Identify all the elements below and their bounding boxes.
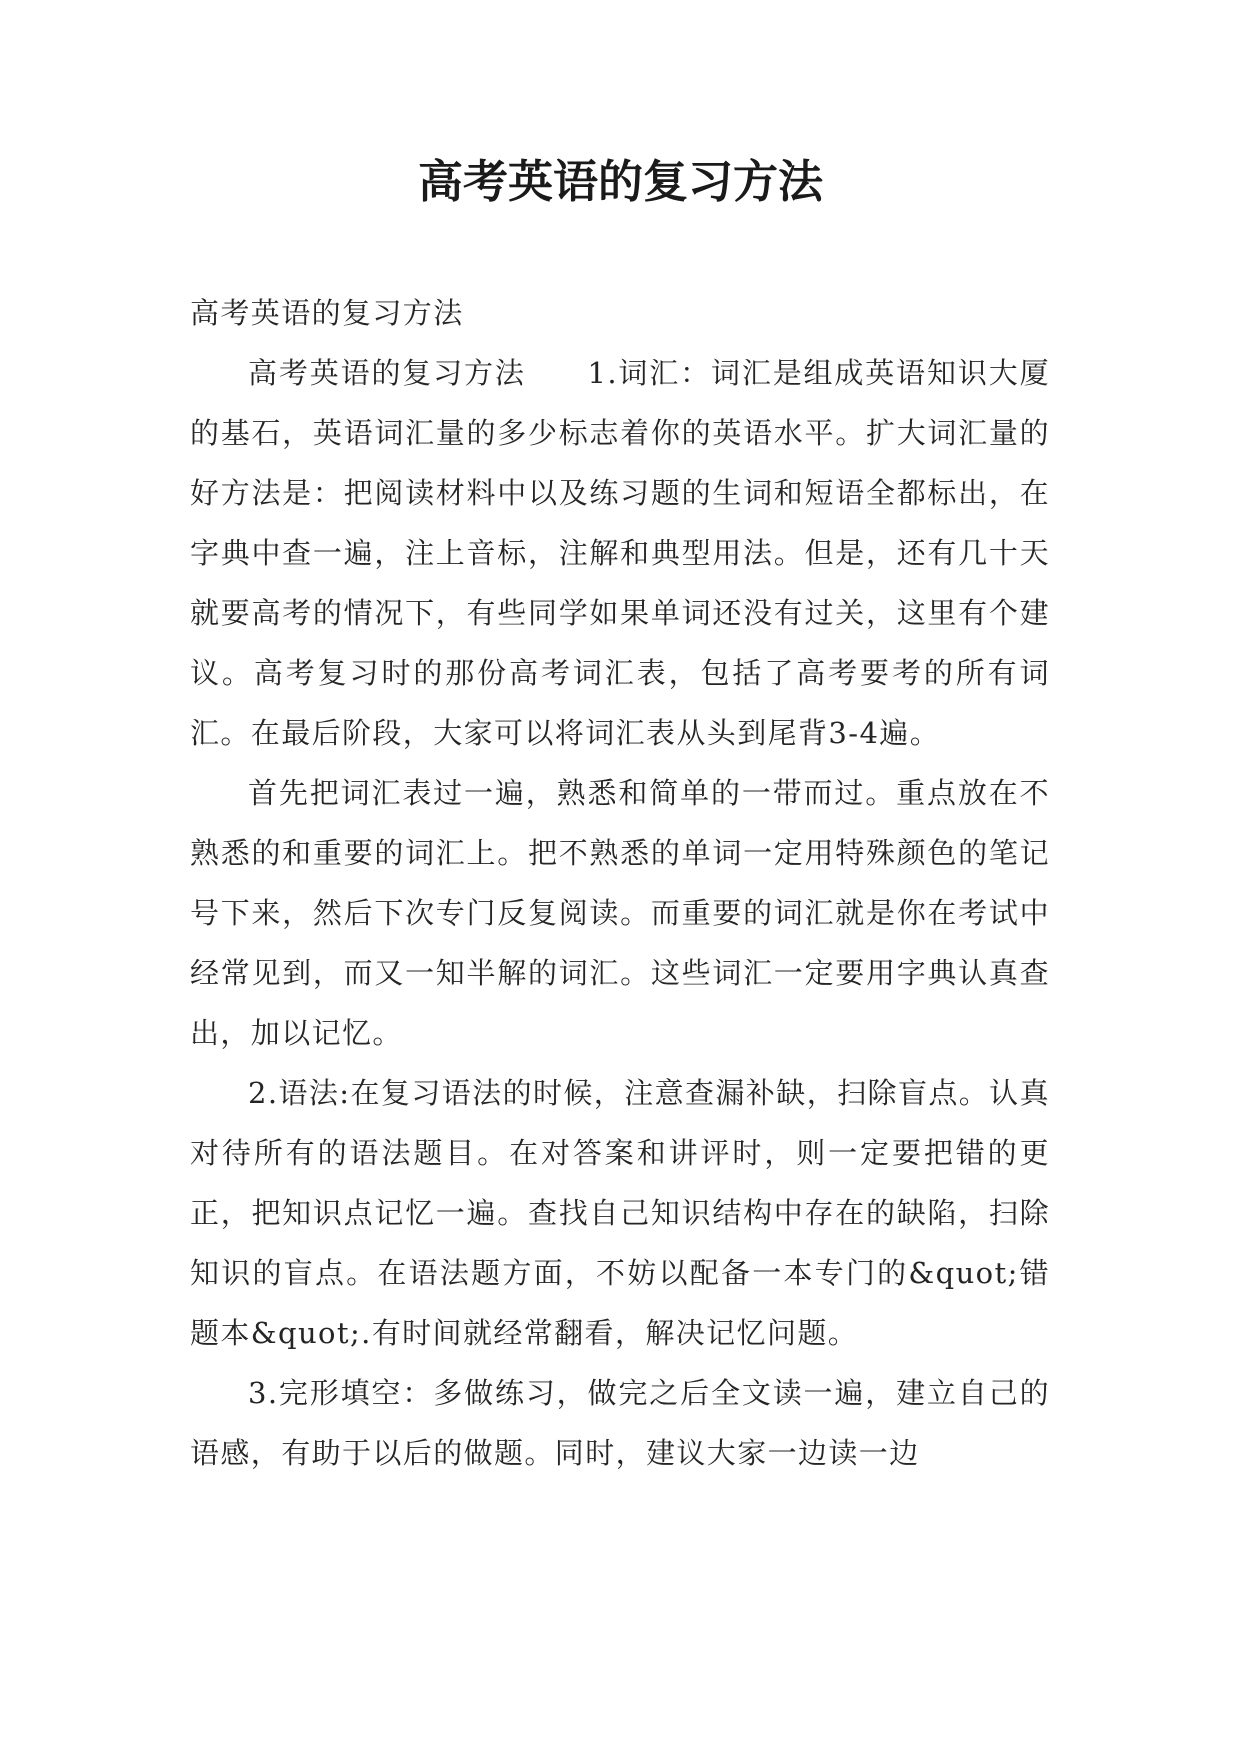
document-body	[190, 283, 1050, 1483]
document-subtitle: 高考英语的复习方法	[190, 296, 464, 330]
paragraph-vocabulary-review: 首先把词汇表过一遍，熟悉和简单的一带而过。重点放在不熟悉的和重要的词汇上。把不熟悉的单词一定用特殊颜色的笔记号下来，然后下次专门反复阅读。而重要的词汇就是你在考试中经常见到，而又一知半解的词汇。这些词汇一定要用字典认真查出，加以记忆。	[190, 776, 1050, 1050]
paragraph-vocabulary: 高考英语的复习方法 1.词汇：词汇是组成英语知识大厦的基石，英语词汇量的多少标志着你的英语水平。扩大词汇量的好方法是：把阅读材料中以及练习题的生词和短语全都标出，在字典中查一遍，注上音标，注解和典型用法。但是，还有几十天就要高考的情况下，有些同学如果单词还没有过关，这里有个建议。高考复习时的那份高考词汇表，包括了高考要考的所有词汇。在最后阶段，大家可以将词汇表从头到尾背3-4遍。	[190, 356, 1050, 750]
document-title: 高考英语的复习方法	[417, 155, 823, 208]
paragraph-cloze: 3.完形填空：多做练习，做完之后全文读一遍，建立自己的语感，有助于以后的做题。同时，建议大家一边读一边	[190, 1376, 1050, 1470]
paragraph-grammar: 2.语法:在复习语法的时候，注意查漏补缺，扫除盲点。认真对待所有的语法题目。在对答案和讲评时，则一定要把错的更正，把知识点记忆一遍。查找自己知识结构中存在的缺陷，扫除知识的盲点。在语法题方面，不妨以配备一本专门的&quot;错题本&quot;.有时间就经常翻看，解决记忆问题。	[190, 1076, 1050, 1350]
